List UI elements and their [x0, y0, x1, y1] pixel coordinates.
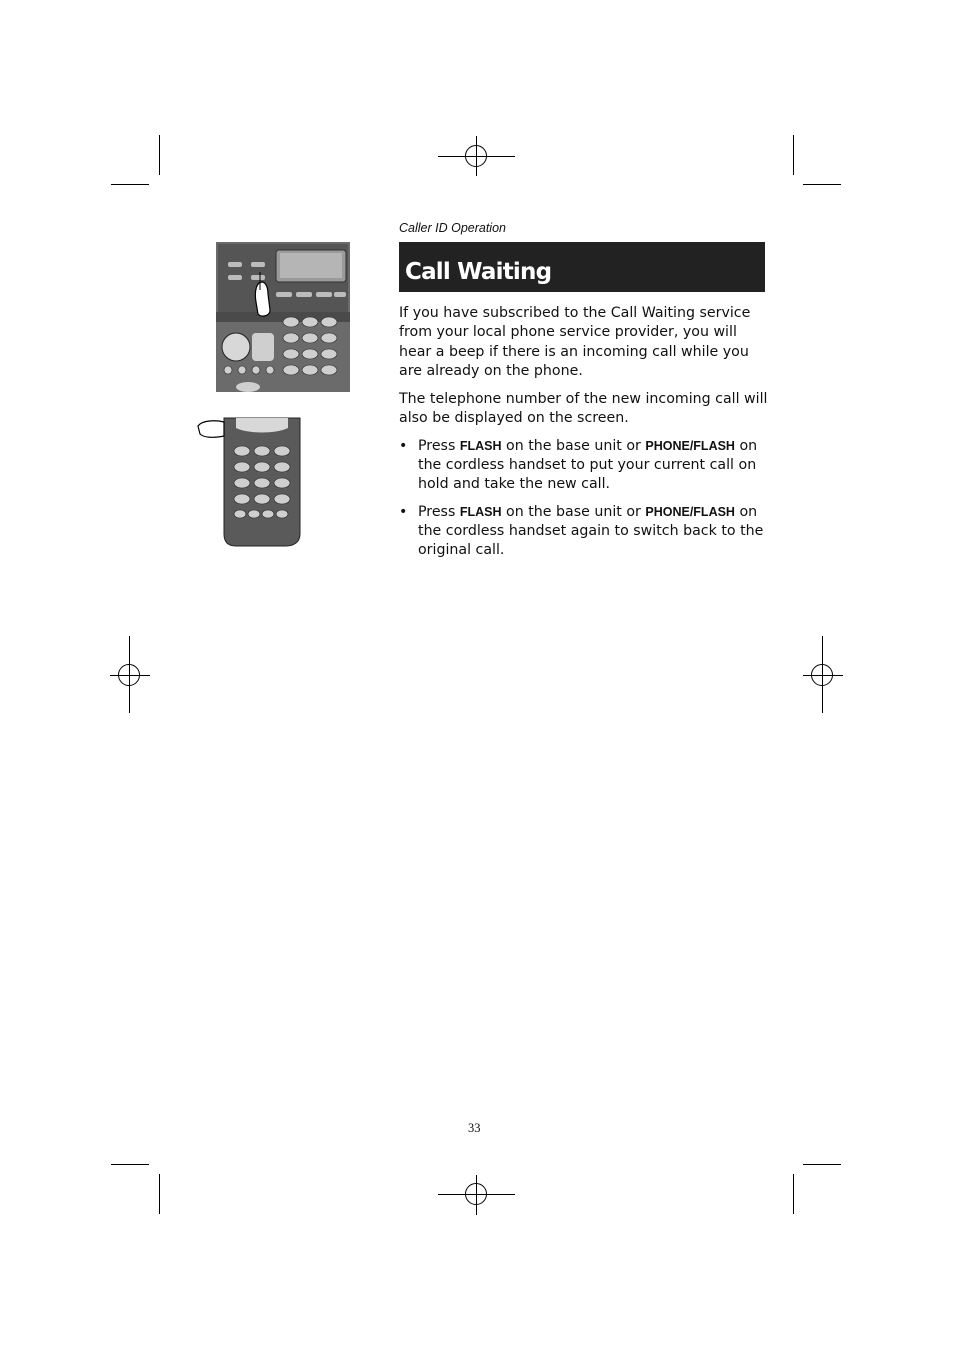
list-item: • Press FLASH on the base unit or PHONE/FLASH on the cordless handset again to switch back to the original call.: [399, 503, 764, 559]
crop-mark: [803, 184, 841, 185]
crop-mark: [793, 135, 794, 175]
registration-mark: [465, 145, 487, 167]
intro-paragraph: The telephone number of the new incoming call will also be displayed on the screen.: [399, 390, 768, 426]
key-flash: FLASH: [459, 438, 502, 453]
registration-mark: [465, 1183, 487, 1205]
section-label: Caller ID Operation: [399, 221, 506, 235]
key-phone-flash: PHONE/FLASH: [645, 504, 735, 519]
registration-mark: [811, 664, 833, 686]
crop-mark: [111, 1164, 149, 1165]
crop-mark: [803, 1164, 841, 1165]
crop-mark: [793, 1174, 794, 1214]
list-item: • Press FLASH on the base unit or PHONE/FLASH on the cordless handset to put your current call on hold and take the new call.: [399, 437, 758, 493]
intro-paragraph: If you have subscribed to the Call Waiting service from your local phone service provider, you will hear a beep if there is an incoming call while you are already on the phone.: [399, 305, 751, 379]
handset-illustration: [196, 414, 306, 548]
crop-mark: [111, 184, 149, 185]
crop-mark: [159, 1174, 160, 1214]
page-title: Call Waiting: [405, 259, 552, 285]
base-unit-illustration: [216, 242, 350, 392]
key-phone-flash: PHONE/FLASH: [645, 438, 735, 453]
bullet-glyph: •: [399, 437, 408, 454]
page-number: 33: [468, 1121, 481, 1135]
key-flash: FLASH: [459, 504, 502, 519]
crop-mark: [159, 135, 160, 175]
registration-mark: [118, 664, 140, 686]
body-text: [399, 304, 769, 569]
title-bar: [399, 242, 765, 292]
bullet-glyph: •: [399, 503, 408, 520]
